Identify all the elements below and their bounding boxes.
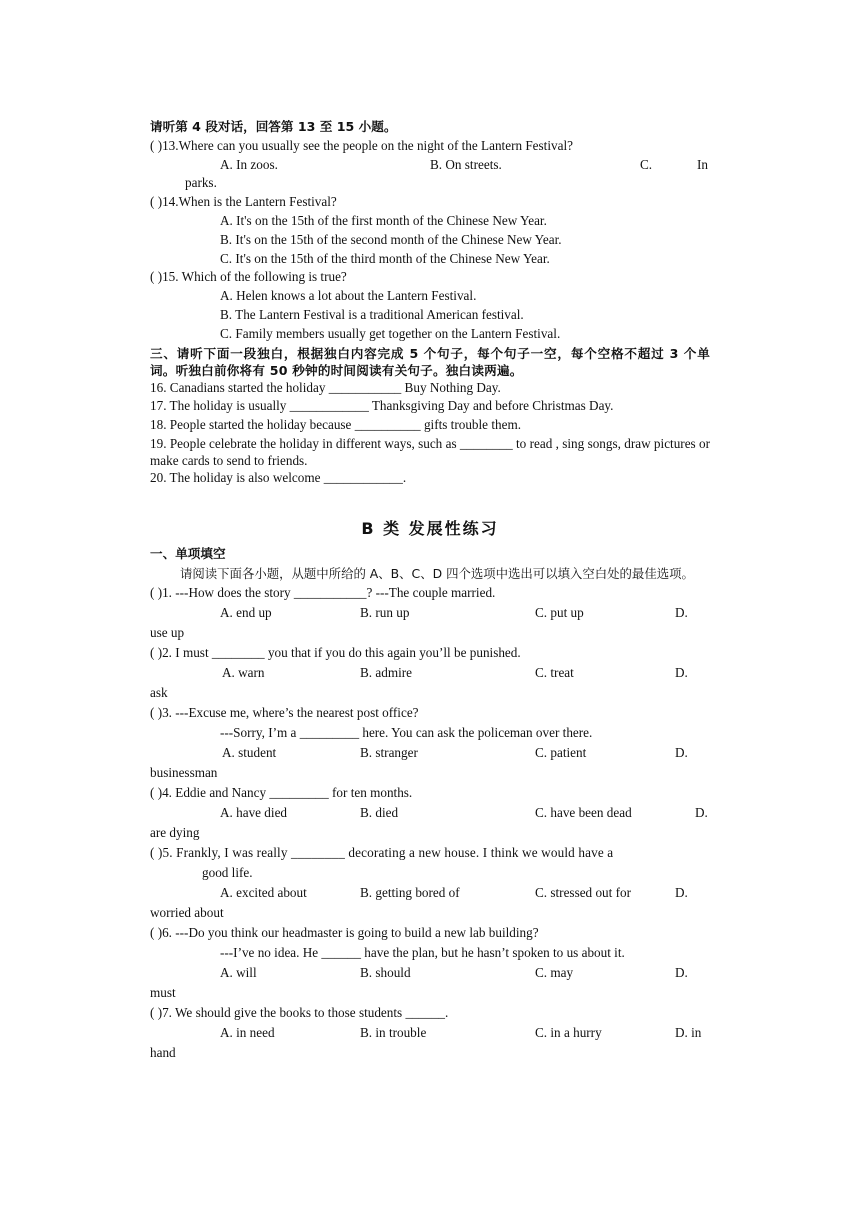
q14-option-c: C. It's on the 15th of the third month of the Chinese New Year. [220,250,550,266]
q15-option-a: A. Helen knows a lot about the Lantern Festival. [220,288,477,304]
fill-17: 17. The holiday is usually ____________ Thanksgiving Day and before Christmas Day. [150,398,614,414]
item-1-options [150,603,710,623]
section-3-title: 三、请听下面一段独白，根据独白内容完成 5 个句子，每个句子一空，每个空格不超过 3 个单词。听独白前你将有 50 秒钟的时间阅读有关句子。独白读两遍。 [150,345,710,378]
item-1-option-a: A. end up [220,605,272,621]
document-page [150,118,710,1063]
section-1-title: 一、单项填空 [150,545,226,561]
listening-instruction-4: 请听第 4 段对话，回答第 13 至 15 小题。 [150,119,397,134]
item-4-option-d: D. [695,805,708,821]
item-3-line2: ---Sorry, I’m a _________ here. You can ask the policeman over there. [220,725,593,741]
item-6-line2: ---I’ve no idea. He ______ have the plan, but he hasn’t spoken to us about it. [220,945,625,961]
item-1: ( )1. ---How does the story ___________? ---The couple married. [150,585,496,601]
item-1-option-c: C. put up [535,605,584,621]
item-5-wrap: worried about [150,905,224,921]
item-4-wrap: are dying [150,825,200,841]
item-5-option-a: A. excited about [220,885,307,901]
item-3-wrap: businessman [150,765,218,781]
item-5-option-b: B. getting bored of [360,885,460,901]
item-3-option-a: A. student [222,745,277,761]
q13-option-c-tail: In [697,156,708,172]
item-2-options [150,663,710,683]
item-7-option-b: B. in trouble [360,1025,427,1041]
part-b-title: B 类 发展性练习 [361,518,499,538]
item-5-options [150,883,710,903]
q14-option-b: B. It's on the 15th of the second month of the Chinese New Year. [220,231,562,247]
part-b-instruction: 请阅读下面各小题，从题中所给的 A、B、C、D 四个选项中选出可以填入空白处的最佳选项。 [180,565,694,581]
item-7-option-d: D. in [675,1025,702,1041]
item-4-option-a: A. have died [220,805,288,821]
item-6-wrap: must [150,985,176,1001]
fill-19: 19. People celebrate the holiday in different ways, such as ________ to read , sing songs, draw pictures or make cards to send to friends. [150,435,710,468]
fill-20: 20. The holiday is also welcome ____________. [150,469,407,485]
item-2-option-a: A. warn [222,665,265,681]
fill-18: 18. People started the holiday because __________ gifts trouble them. [150,417,522,433]
q15-option-b: B. The Lantern Festival is a traditional American festival. [220,306,524,322]
item-4-option-b: B. died [360,805,399,821]
item-6-option-b: B. should [360,965,411,981]
q13-option-c: C. [640,156,653,172]
item-1-wrap: use up [150,625,185,641]
item-6: ( )6. ---Do you think our headmaster is going to build a new lab building? [150,925,539,941]
fill-16: 16. Canadians started the holiday ___________ Buy Nothing Day. [150,379,501,395]
item-6-option-a: A. will [220,965,257,981]
item-4: ( )4. Eddie and Nancy _________ for ten months. [150,785,413,801]
item-2-option-c: C. treat [535,665,574,681]
item-2-option-d: D. [675,665,688,681]
question-13-options [150,156,710,175]
q14-option-a: A. It's on the 15th of the first month of the Chinese New Year. [220,212,547,228]
item-3-option-b: B. stranger [360,745,418,761]
item-2-option-b: B. admire [360,665,413,681]
item-3-option-c: C. patient [535,745,587,761]
item-4-option-c: C. have been dead [535,805,632,821]
item-7-option-a: A. in need [220,1025,275,1041]
item-5-line2: good life. [202,865,253,881]
q13-option-a: A. In zoos. [220,156,278,172]
item-7-wrap: hand [150,1045,176,1061]
item-5: ( )5. Frankly, I was really ________ decorating a new house. I think we would have a [150,845,614,861]
item-1-option-b: B. run up [360,605,410,621]
question-15: ( )15. Which of the following is true? [150,269,347,285]
item-6-options [150,963,710,983]
item-6-option-d: D. [675,965,688,981]
item-4-options [150,803,710,823]
question-14: ( )14.When is the Lantern Festival? [150,194,337,210]
item-1-option-d: D. [675,605,688,621]
question-13-wrap: parks. [185,175,217,191]
item-3-options [150,743,710,763]
q13-option-b: B. On streets. [430,156,502,172]
item-6-option-c: C. may [535,965,574,981]
item-2-wrap: ask [150,685,168,701]
item-3: ( )3. ---Excuse me, where’s the nearest post office? [150,705,419,721]
item-5-option-d: D. [675,885,688,901]
item-5-option-c: C. stressed out for [535,885,631,901]
item-7: ( )7. We should give the books to those students ______. [150,1005,449,1021]
item-3-option-d: D. [675,745,688,761]
question-13: ( )13.Where can you usually see the people on the night of the Lantern Festival? [150,137,573,153]
q15-option-c: C. Family members usually get together on the Lantern Festival. [220,325,561,341]
item-7-option-c: C. in a hurry [535,1025,602,1041]
item-2: ( )2. I must ________ you that if you do this again you’ll be punished. [150,645,521,661]
item-7-options [150,1023,710,1043]
